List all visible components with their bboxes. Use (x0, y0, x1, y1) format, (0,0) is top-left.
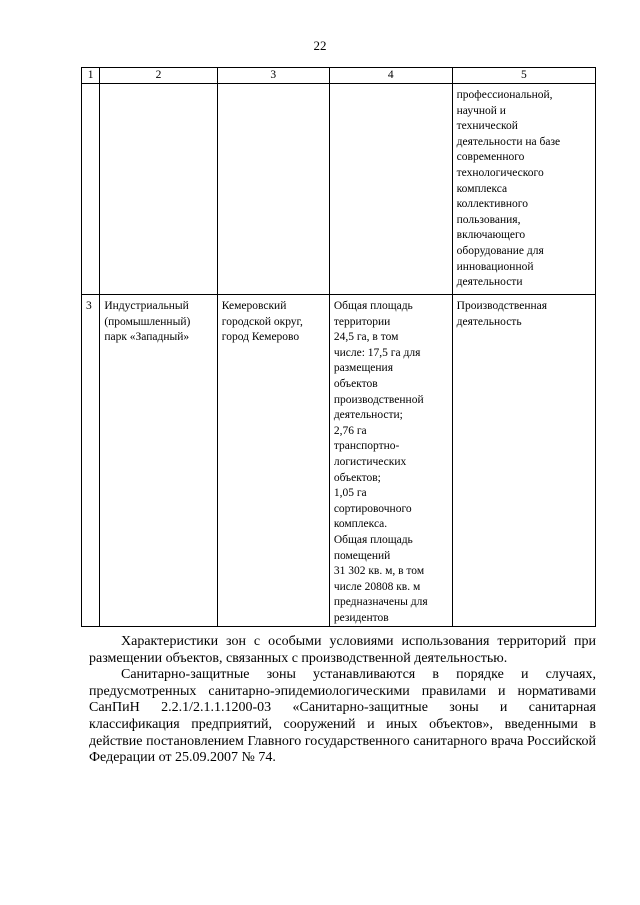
area-cell: Общая площадь территории 24,5 га, в том числе: 17,5 га для размещения объектов производственной деятельности; 2,76 га транспортно- логистических объектов; 1,05 га сортировочного комплекса. Общая площадь помещений 31 302 кв. м, в том числе 20808 кв. м предназначены для резидентов (329, 295, 452, 627)
column-number-3: 3 (217, 68, 329, 84)
location-cell: Кемеровский городской округ, город Кемерово (217, 295, 329, 627)
area-cell (329, 84, 452, 295)
page-number: 22 (313, 38, 327, 53)
location-cell (217, 84, 329, 295)
table-row (82, 84, 596, 295)
column-number-2: 2 (100, 68, 217, 84)
data-table (81, 67, 596, 627)
column-number-1: 1 (82, 68, 100, 84)
column-number-5: 5 (452, 68, 595, 84)
table-row (82, 295, 596, 627)
column-number-4: 4 (329, 68, 452, 84)
park-name-cell: Индустриальный (промышленный) парк «Западный» (100, 295, 217, 627)
row-number-cell (82, 84, 100, 295)
activity-cell: профессиональной, научной и технической деятельности на базе современного технологического комплекса коллективного пользования, включающего оборудование для инновационной деятельности (452, 84, 595, 295)
park-name-cell (100, 84, 217, 295)
activity-cell: Производственная деятельность (452, 295, 595, 627)
row-number-cell: 3 (82, 295, 100, 627)
narrative-text (89, 634, 596, 767)
paragraph-zones-characteristics: Характеристики зон с особыми условиями использования территорий при размещении объектов, связанных с производственной деятельностью. (89, 634, 596, 666)
paragraph-sanitary-zones: Санитарно-защитные зоны устанавливаются в порядке и случаях, предусмотренных санитарно-эпидемиологическими правилами и нормативами СанПиН 2.2.1/2.1.1.1200-03 «Санитарно-защитные зоны и санитарная классификация предприятий, сооружений и иных объектов», введенными в действие постановлением Главного государственного санитарного врача Российской Федерации от 25.09.2007 № 74. (89, 667, 596, 766)
table-header-row (82, 68, 596, 84)
